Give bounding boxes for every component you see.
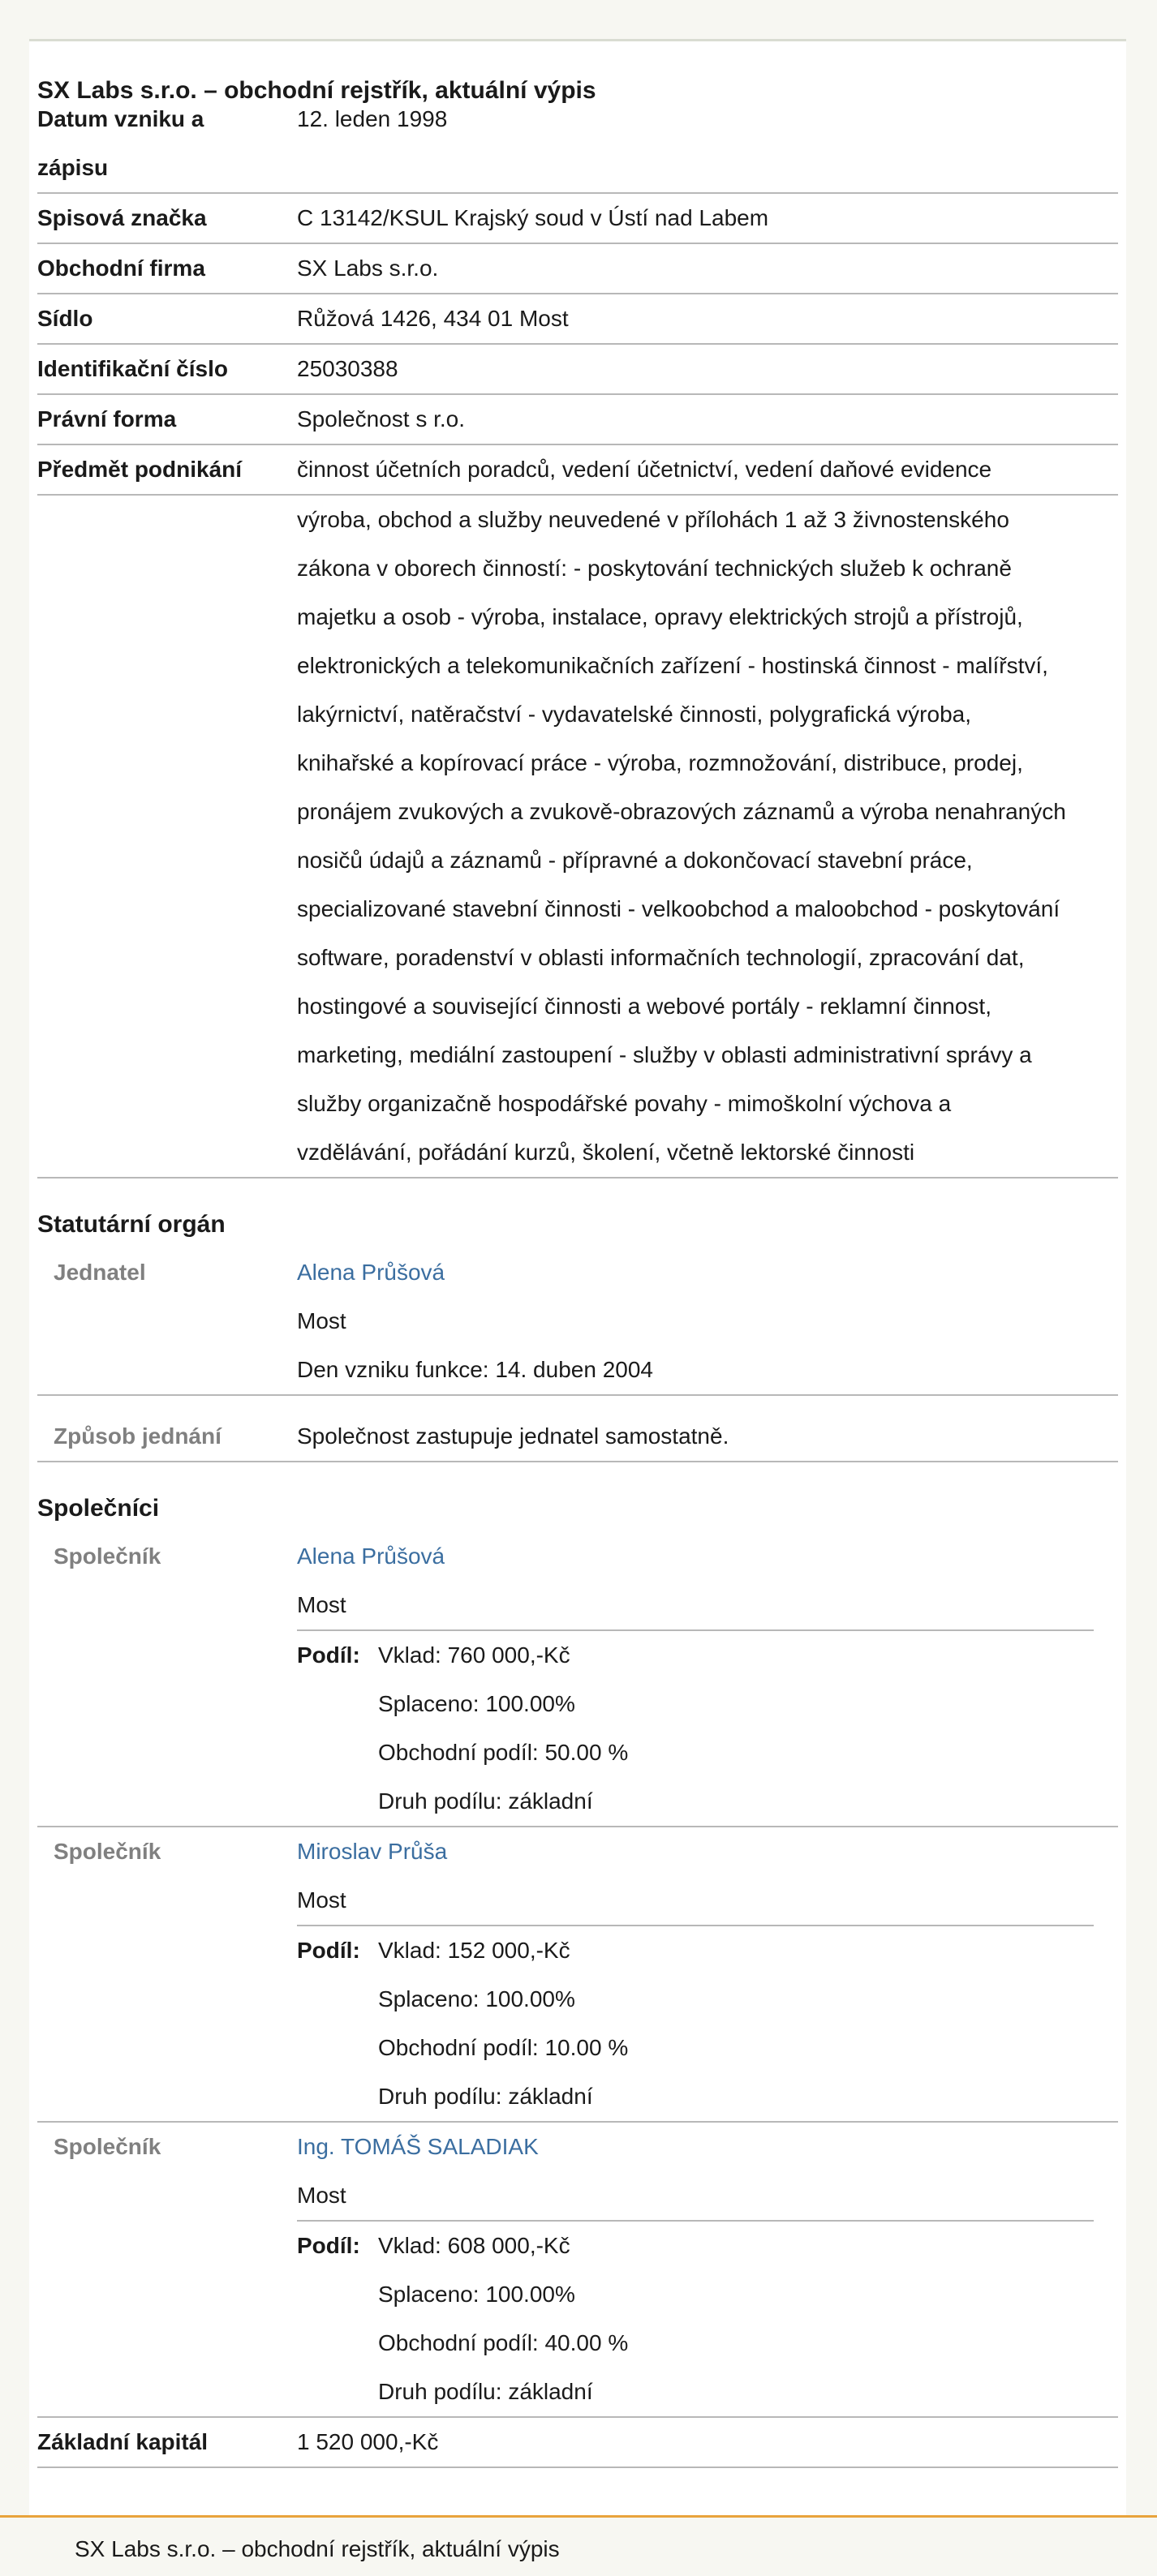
section-statutarni-organ: Statutární orgán — [37, 1211, 226, 1238]
value-jednatel — [297, 1248, 1118, 1394]
spolecnik-name-link[interactable]: Ing. TOMÁŠ SALADIAK — [297, 2134, 539, 2159]
value-pravni-forma: Společnost s r.o. — [297, 406, 466, 431]
podil-lines — [378, 1926, 1094, 2121]
label-datum-line-1: Datum vzniku a — [37, 106, 204, 131]
podil-druh: Druh podílu: základní — [378, 2084, 593, 2109]
predmet-line: specializované stavební činnosti - velkoobchod a maloobchod - poskytování — [297, 896, 1060, 921]
value-zpusob-jednani: Společnost zastupuje jednatel samostatně. — [297, 1423, 729, 1449]
predmet-line: knihařské a kopírovací práce - výroba, rozmnožování, distribuce, prodej, — [297, 750, 1023, 775]
podil-splaceno: Splaceno: 100.00% — [378, 1986, 575, 2011]
label-spolecnik: Společník — [54, 2134, 161, 2159]
value-spolecnik — [297, 1532, 1118, 1826]
row-sidlo — [37, 294, 1118, 345]
row-predmet-podnikani-2 — [37, 496, 1118, 1179]
value-obchodni-firma: SX Labs s.r.o. — [297, 255, 439, 281]
footer-accent-line — [0, 2515, 1157, 2518]
value-spolecnik — [297, 1827, 1118, 2121]
podil-lines — [378, 1631, 1094, 1826]
value-spisova-znacka: C 13142/KSUL Krajský soud v Ústí nad Labem — [297, 205, 769, 230]
podil-druh: Druh podílu: základní — [378, 2379, 593, 2404]
podil-splaceno: Splaceno: 100.00% — [378, 2282, 575, 2307]
row-zpusob-jednani — [37, 1396, 1118, 1462]
label-jednatel: Jednatel — [54, 1260, 146, 1285]
row-zakladni-kapital — [37, 2418, 1118, 2468]
label-identifikacni-cislo: Identifikační číslo — [37, 356, 228, 381]
value-identifikacni-cislo: 25030388 — [297, 356, 398, 381]
label-datum-vzniku — [37, 95, 297, 192]
row-obchodni-firma — [37, 244, 1118, 294]
jednatel-since: Den vzniku funkce: 14. duben 2004 — [297, 1357, 653, 1382]
value-predmet-podnikani-1: činnost účetních poradců, vedení účetnictví, vedení daňové evidence — [297, 457, 992, 482]
row-identifikacni-cislo — [37, 345, 1118, 395]
label-zakladni-kapital: Základní kapitál — [37, 2429, 209, 2454]
predmet-line: zákona v oborech činností: - poskytování technických služeb k ochraně — [297, 556, 1012, 581]
podil-block — [297, 1629, 1094, 1826]
label-predmet-podnikani: Předmět podnikání — [37, 457, 243, 482]
label-spolecnik: Společník — [54, 1543, 161, 1569]
predmet-line: vzdělávání, pořádání kurzů, školení, včetně lektorské činnosti — [297, 1140, 915, 1165]
section-spolecnici: Společníci — [37, 1495, 160, 1522]
row-spolecnik-3 — [37, 2123, 1118, 2418]
label-sidlo: Sídlo — [37, 306, 93, 331]
jednatel-city: Most — [297, 1308, 346, 1333]
spolecnik-city: Most — [297, 1887, 346, 1913]
predmet-line: marketing, mediální zastoupení - služby v oblasti administrativní správy a — [297, 1042, 1032, 1067]
spolecnik-city: Most — [297, 1592, 346, 1617]
label-pravni-forma: Právní forma — [37, 406, 177, 431]
row-pravni-forma — [37, 395, 1118, 445]
value-datum-vzniku: 12. leden 1998 — [297, 106, 448, 131]
predmet-line: elektronických a telekomunikačních zařízení - hostinská činnost - malířství, — [297, 653, 1048, 678]
page-title: SX Labs s.r.o. – obchodní rejstřík, aktuální výpis — [37, 77, 596, 104]
podil-obchodni: Obchodní podíl: 10.00 % — [378, 2035, 629, 2060]
spolecnik-name-link[interactable]: Alena Průšová — [297, 1543, 445, 1569]
podil-block — [297, 1925, 1094, 2121]
row-jednatel — [37, 1248, 1118, 1396]
podil-druh: Druh podílu: základní — [378, 1788, 593, 1814]
value-predmet-podnikani-2 — [297, 496, 1118, 1177]
podil-label: Podíl: — [297, 1938, 360, 1963]
jednatel-name-link[interactable]: Alena Průšová — [297, 1260, 445, 1285]
predmet-line: služby organizačně hospodářské povahy - mimoškolní výchova a — [297, 1091, 952, 1116]
predmet-line: hostingové a související činnosti a webové portály - reklamní činnost, — [297, 994, 991, 1019]
predmet-line: software, poradenství v oblasti informačních technologií, zpracování dat, — [297, 945, 1025, 970]
podil-obchodni: Obchodní podíl: 50.00 % — [378, 1740, 629, 1765]
label-spolecnik: Společník — [54, 1839, 161, 1864]
podil-block — [297, 2220, 1094, 2416]
value-sidlo: Růžová 1426, 434 01 Most — [297, 306, 569, 331]
podil-vklad: Vklad: 608 000,-Kč — [378, 2233, 570, 2258]
podil-obchodni: Obchodní podíl: 40.00 % — [378, 2330, 629, 2355]
label-obchodni-firma: Obchodní firma — [37, 255, 205, 281]
podil-vklad: Vklad: 152 000,-Kč — [378, 1938, 570, 1963]
label-empty — [37, 496, 297, 1177]
footer-title: SX Labs s.r.o. – obchodní rejstřík, aktuální výpis — [75, 2536, 560, 2561]
podil-splaceno: Splaceno: 100.00% — [378, 1691, 575, 1716]
podil-lines — [378, 2222, 1094, 2416]
predmet-line: nosičů údajů a záznamů - přípravné a dokončovací stavební práce, — [297, 848, 973, 873]
row-spisova-znacka — [37, 194, 1118, 244]
label-datum-line-2: zápisu — [37, 155, 109, 180]
label-spisova-znacka: Spisová značka — [37, 205, 207, 230]
spolecnik-city: Most — [297, 2183, 346, 2208]
podil-vklad: Vklad: 760 000,-Kč — [378, 1642, 570, 1668]
row-predmet-podnikani — [37, 445, 1118, 496]
value-spolecnik — [297, 2123, 1118, 2416]
row-datum-vzniku — [37, 95, 1118, 194]
spolecnik-name-link[interactable]: Miroslav Průša — [297, 1839, 448, 1864]
predmet-line: pronájem zvukových a zvukově-obrazových záznamů a výroba nenahraných — [297, 799, 1066, 824]
podil-label: Podíl: — [297, 2233, 360, 2258]
predmet-line: majetku a osob - výroba, instalace, opravy elektrických strojů a přístrojů, — [297, 604, 1023, 629]
register-card — [29, 41, 1126, 2515]
value-zakladni-kapital: 1 520 000,-Kč — [297, 2429, 439, 2454]
row-spolecnik-2 — [37, 1827, 1118, 2123]
predmet-line: lakýrnictví, natěračství - vydavatelské činnosti, polygrafická výroba, — [297, 702, 972, 727]
register-content — [37, 41, 1118, 2468]
podil-label: Podíl: — [297, 1642, 360, 1668]
label-zpusob-jednani: Způsob jednání — [54, 1423, 222, 1449]
predmet-line: výroba, obchod a služby neuvedené v přílohách 1 až 3 živnostenského — [297, 507, 1009, 532]
row-spolecnik-1 — [37, 1532, 1118, 1827]
